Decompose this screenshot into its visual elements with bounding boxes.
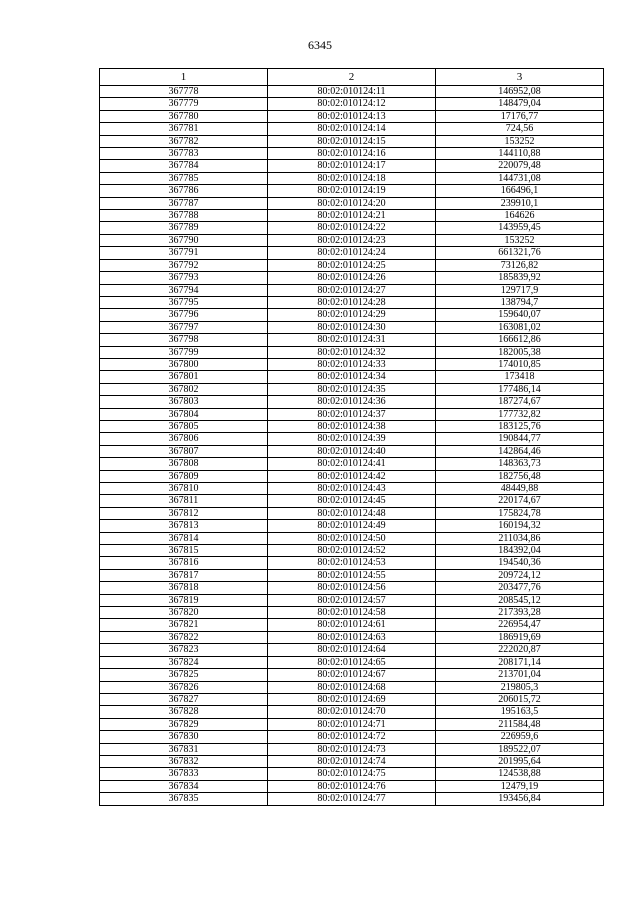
value-cell: 143959,45 xyxy=(436,222,604,234)
row-number-cell: 367835 xyxy=(100,793,268,805)
row-number-cell: 367808 xyxy=(100,458,268,470)
value-cell: 209724,12 xyxy=(436,569,604,581)
cadastral-number-cell: 80:02:010124:19 xyxy=(268,185,436,197)
row-number-cell: 367810 xyxy=(100,483,268,495)
table-row xyxy=(100,495,604,507)
row-number-cell: 367797 xyxy=(100,321,268,333)
value-cell: 174010,85 xyxy=(436,358,604,370)
table-row xyxy=(100,334,604,346)
row-number-cell: 367822 xyxy=(100,631,268,643)
value-cell: 208545,12 xyxy=(436,594,604,606)
table-row xyxy=(100,247,604,259)
row-number-cell: 367827 xyxy=(100,693,268,705)
value-cell: 219805,3 xyxy=(436,681,604,693)
table-row xyxy=(100,607,604,619)
cadastral-number-cell: 80:02:010124:30 xyxy=(268,321,436,333)
value-cell: 148363,73 xyxy=(436,458,604,470)
table-row xyxy=(100,706,604,718)
table-row xyxy=(100,780,604,792)
cadastral-number-cell: 80:02:010124:61 xyxy=(268,619,436,631)
table-row xyxy=(100,470,604,482)
value-cell: 208171,14 xyxy=(436,656,604,668)
row-number-cell: 367805 xyxy=(100,420,268,432)
value-cell: 173418 xyxy=(436,371,604,383)
data-table xyxy=(99,68,604,806)
cadastral-number-cell: 80:02:010124:69 xyxy=(268,693,436,705)
value-cell: 153252 xyxy=(436,234,604,246)
table-row xyxy=(100,396,604,408)
cadastral-number-cell: 80:02:010124:18 xyxy=(268,172,436,184)
cadastral-number-cell: 80:02:010124:23 xyxy=(268,234,436,246)
value-cell: 177486,14 xyxy=(436,383,604,395)
row-number-cell: 367806 xyxy=(100,433,268,445)
value-cell: 142864,46 xyxy=(436,445,604,457)
table-row xyxy=(100,321,604,333)
cadastral-number-cell: 80:02:010124:13 xyxy=(268,110,436,122)
row-number-cell: 367803 xyxy=(100,396,268,408)
value-cell: 182005,38 xyxy=(436,346,604,358)
cadastral-number-cell: 80:02:010124:41 xyxy=(268,458,436,470)
value-cell: 239910,1 xyxy=(436,197,604,209)
cadastral-number-cell: 80:02:010124:76 xyxy=(268,780,436,792)
value-cell: 184392,04 xyxy=(436,545,604,557)
cadastral-number-cell: 80:02:010124:55 xyxy=(268,569,436,581)
table-row xyxy=(100,731,604,743)
cadastral-number-cell: 80:02:010124:74 xyxy=(268,755,436,767)
cadastral-number-cell: 80:02:010124:14 xyxy=(268,123,436,135)
value-cell: 217393,28 xyxy=(436,607,604,619)
row-number-cell: 367792 xyxy=(100,259,268,271)
table-row xyxy=(100,557,604,569)
row-number-cell: 367778 xyxy=(100,86,268,98)
value-cell: 201995,64 xyxy=(436,755,604,767)
value-cell: 129717,9 xyxy=(436,284,604,296)
value-cell: 206015,72 xyxy=(436,693,604,705)
row-number-cell: 367784 xyxy=(100,160,268,172)
cadastral-number-cell: 80:02:010124:65 xyxy=(268,656,436,668)
row-number-cell: 367830 xyxy=(100,731,268,743)
row-number-cell: 367825 xyxy=(100,669,268,681)
row-number-cell: 367807 xyxy=(100,445,268,457)
page-number: 6345 xyxy=(308,38,332,52)
cadastral-number-cell: 80:02:010124:16 xyxy=(268,148,436,160)
row-number-cell: 367801 xyxy=(100,371,268,383)
value-cell: 220079,48 xyxy=(436,160,604,172)
cadastral-number-cell: 80:02:010124:52 xyxy=(268,545,436,557)
table-row xyxy=(100,185,604,197)
cadastral-number-cell: 80:02:010124:58 xyxy=(268,607,436,619)
table-row xyxy=(100,743,604,755)
value-cell: 164626 xyxy=(436,210,604,222)
cadastral-number-cell: 80:02:010124:26 xyxy=(268,272,436,284)
table-row xyxy=(100,420,604,432)
row-number-cell: 367812 xyxy=(100,507,268,519)
row-number-cell: 367831 xyxy=(100,743,268,755)
table-row xyxy=(100,160,604,172)
row-number-cell: 367834 xyxy=(100,780,268,792)
cadastral-number-cell: 80:02:010124:17 xyxy=(268,160,436,172)
value-cell: 160194,32 xyxy=(436,520,604,532)
table-row xyxy=(100,433,604,445)
row-number-cell: 367783 xyxy=(100,148,268,160)
value-cell: 12479,19 xyxy=(436,780,604,792)
row-number-cell: 367820 xyxy=(100,607,268,619)
table-row xyxy=(100,619,604,631)
cadastral-number-cell: 80:02:010124:38 xyxy=(268,420,436,432)
table-row xyxy=(100,644,604,656)
cadastral-number-cell: 80:02:010124:39 xyxy=(268,433,436,445)
value-cell: 211584,48 xyxy=(436,718,604,730)
value-cell: 17176,77 xyxy=(436,110,604,122)
value-cell: 213701,04 xyxy=(436,669,604,681)
cadastral-number-cell: 80:02:010124:37 xyxy=(268,408,436,420)
cadastral-number-cell: 80:02:010124:15 xyxy=(268,135,436,147)
row-number-cell: 367788 xyxy=(100,210,268,222)
value-cell: 226959,6 xyxy=(436,731,604,743)
cadastral-number-cell: 80:02:010124:53 xyxy=(268,557,436,569)
cadastral-number-cell: 80:02:010124:70 xyxy=(268,706,436,718)
value-cell: 124538,88 xyxy=(436,768,604,780)
cadastral-number-cell: 80:02:010124:33 xyxy=(268,358,436,370)
row-number-cell: 367795 xyxy=(100,296,268,308)
column-header-3: 3 xyxy=(436,69,604,86)
table-row xyxy=(100,669,604,681)
row-number-cell: 367786 xyxy=(100,185,268,197)
table-row xyxy=(100,656,604,668)
table-row xyxy=(100,693,604,705)
cadastral-number-cell: 80:02:010124:35 xyxy=(268,383,436,395)
value-cell: 144731,08 xyxy=(436,172,604,184)
cadastral-number-cell: 80:02:010124:68 xyxy=(268,681,436,693)
table-row xyxy=(100,98,604,110)
table-row xyxy=(100,408,604,420)
cadastral-number-cell: 80:02:010124:36 xyxy=(268,396,436,408)
row-number-cell: 367814 xyxy=(100,532,268,544)
value-cell: 175824,78 xyxy=(436,507,604,519)
table-row xyxy=(100,520,604,532)
value-cell: 211034,86 xyxy=(436,532,604,544)
value-cell: 193456,84 xyxy=(436,793,604,805)
column-header-2: 2 xyxy=(268,69,436,86)
value-cell: 159640,07 xyxy=(436,309,604,321)
row-number-cell: 367833 xyxy=(100,768,268,780)
table-row xyxy=(100,135,604,147)
row-number-cell: 367798 xyxy=(100,334,268,346)
cadastral-number-cell: 80:02:010124:67 xyxy=(268,669,436,681)
cadastral-number-cell: 80:02:010124:40 xyxy=(268,445,436,457)
value-cell: 166496,1 xyxy=(436,185,604,197)
cadastral-number-cell: 80:02:010124:25 xyxy=(268,259,436,271)
table-row xyxy=(100,569,604,581)
cadastral-number-cell: 80:02:010124:29 xyxy=(268,309,436,321)
cadastral-number-cell: 80:02:010124:11 xyxy=(268,86,436,98)
value-cell: 661321,76 xyxy=(436,247,604,259)
row-number-cell: 367817 xyxy=(100,569,268,581)
table-body xyxy=(100,86,604,806)
table-header xyxy=(100,69,604,86)
cadastral-number-cell: 80:02:010124:21 xyxy=(268,210,436,222)
cadastral-number-cell: 80:02:010124:72 xyxy=(268,731,436,743)
table-row xyxy=(100,197,604,209)
value-cell: 189522,07 xyxy=(436,743,604,755)
value-cell: 194540,36 xyxy=(436,557,604,569)
table-row xyxy=(100,458,604,470)
row-number-cell: 367779 xyxy=(100,98,268,110)
value-cell: 185839,92 xyxy=(436,272,604,284)
table-row xyxy=(100,582,604,594)
cadastral-number-cell: 80:02:010124:77 xyxy=(268,793,436,805)
table-row xyxy=(100,532,604,544)
cadastral-number-cell: 80:02:010124:73 xyxy=(268,743,436,755)
value-cell: 73126,82 xyxy=(436,259,604,271)
table-row xyxy=(100,793,604,805)
row-number-cell: 367821 xyxy=(100,619,268,631)
value-cell: 144110,88 xyxy=(436,148,604,160)
row-number-cell: 367787 xyxy=(100,197,268,209)
table-row xyxy=(100,681,604,693)
cadastral-number-cell: 80:02:010124:20 xyxy=(268,197,436,209)
cadastral-number-cell: 80:02:010124:43 xyxy=(268,483,436,495)
cadastral-number-cell: 80:02:010124:57 xyxy=(268,594,436,606)
row-number-cell: 367794 xyxy=(100,284,268,296)
cadastral-number-cell: 80:02:010124:64 xyxy=(268,644,436,656)
value-cell: 187274,67 xyxy=(436,396,604,408)
row-number-cell: 367829 xyxy=(100,718,268,730)
row-number-cell: 367823 xyxy=(100,644,268,656)
table-row xyxy=(100,259,604,271)
table-row xyxy=(100,296,604,308)
row-number-cell: 367828 xyxy=(100,706,268,718)
value-cell: 724,56 xyxy=(436,123,604,135)
row-number-cell: 367791 xyxy=(100,247,268,259)
row-number-cell: 367789 xyxy=(100,222,268,234)
table-row xyxy=(100,718,604,730)
cadastral-number-cell: 80:02:010124:75 xyxy=(268,768,436,780)
value-cell: 226954,47 xyxy=(436,619,604,631)
table-row xyxy=(100,123,604,135)
value-cell: 146952,08 xyxy=(436,86,604,98)
table-row xyxy=(100,272,604,284)
cadastral-number-cell: 80:02:010124:24 xyxy=(268,247,436,259)
table-row xyxy=(100,346,604,358)
row-number-cell: 367816 xyxy=(100,557,268,569)
cadastral-number-cell: 80:02:010124:28 xyxy=(268,296,436,308)
cadastral-number-cell: 80:02:010124:27 xyxy=(268,284,436,296)
cadastral-number-cell: 80:02:010124:32 xyxy=(268,346,436,358)
value-cell: 222020,87 xyxy=(436,644,604,656)
cadastral-number-cell: 80:02:010124:42 xyxy=(268,470,436,482)
value-cell: 203477,76 xyxy=(436,582,604,594)
cadastral-number-cell: 80:02:010124:22 xyxy=(268,222,436,234)
value-cell: 183125,76 xyxy=(436,420,604,432)
value-cell: 153252 xyxy=(436,135,604,147)
row-number-cell: 367824 xyxy=(100,656,268,668)
row-number-cell: 367802 xyxy=(100,383,268,395)
table-row xyxy=(100,284,604,296)
row-number-cell: 367799 xyxy=(100,346,268,358)
value-cell: 190844,77 xyxy=(436,433,604,445)
row-number-cell: 367800 xyxy=(100,358,268,370)
cadastral-number-cell: 80:02:010124:49 xyxy=(268,520,436,532)
value-cell: 166612,86 xyxy=(436,334,604,346)
table-row xyxy=(100,110,604,122)
column-header-1: 1 xyxy=(100,69,268,86)
row-number-cell: 367815 xyxy=(100,545,268,557)
row-number-cell: 367782 xyxy=(100,135,268,147)
row-number-cell: 367809 xyxy=(100,470,268,482)
value-cell: 48449,88 xyxy=(436,483,604,495)
table-row xyxy=(100,86,604,98)
header-row xyxy=(100,69,604,86)
value-cell: 148479,04 xyxy=(436,98,604,110)
cadastral-number-cell: 80:02:010124:63 xyxy=(268,631,436,643)
table-row xyxy=(100,148,604,160)
row-number-cell: 367804 xyxy=(100,408,268,420)
cadastral-number-cell: 80:02:010124:45 xyxy=(268,495,436,507)
table-row xyxy=(100,445,604,457)
row-number-cell: 367780 xyxy=(100,110,268,122)
table-row xyxy=(100,222,604,234)
table-row xyxy=(100,755,604,767)
table-row xyxy=(100,594,604,606)
value-cell: 163081,02 xyxy=(436,321,604,333)
table-row xyxy=(100,507,604,519)
cadastral-number-cell: 80:02:010124:71 xyxy=(268,718,436,730)
value-cell: 195163,5 xyxy=(436,706,604,718)
row-number-cell: 367813 xyxy=(100,520,268,532)
row-number-cell: 367796 xyxy=(100,309,268,321)
value-cell: 186919,69 xyxy=(436,631,604,643)
table-row xyxy=(100,210,604,222)
value-cell: 220174,67 xyxy=(436,495,604,507)
row-number-cell: 367832 xyxy=(100,755,268,767)
table-row xyxy=(100,309,604,321)
table-row xyxy=(100,631,604,643)
cadastral-number-cell: 80:02:010124:48 xyxy=(268,507,436,519)
cadastral-number-cell: 80:02:010124:12 xyxy=(268,98,436,110)
row-number-cell: 367790 xyxy=(100,234,268,246)
row-number-cell: 367811 xyxy=(100,495,268,507)
table-row xyxy=(100,768,604,780)
table-row xyxy=(100,545,604,557)
row-number-cell: 367781 xyxy=(100,123,268,135)
table-row xyxy=(100,383,604,395)
cadastral-number-cell: 80:02:010124:50 xyxy=(268,532,436,544)
value-cell: 138794,7 xyxy=(436,296,604,308)
table-row xyxy=(100,371,604,383)
row-number-cell: 367793 xyxy=(100,272,268,284)
table-row xyxy=(100,483,604,495)
table-row xyxy=(100,358,604,370)
cadastral-number-cell: 80:02:010124:34 xyxy=(268,371,436,383)
row-number-cell: 367826 xyxy=(100,681,268,693)
table-row xyxy=(100,234,604,246)
cadastral-number-cell: 80:02:010124:56 xyxy=(268,582,436,594)
row-number-cell: 367785 xyxy=(100,172,268,184)
value-cell: 182756,48 xyxy=(436,470,604,482)
row-number-cell: 367819 xyxy=(100,594,268,606)
value-cell: 177732,82 xyxy=(436,408,604,420)
row-number-cell: 367818 xyxy=(100,582,268,594)
cadastral-number-cell: 80:02:010124:31 xyxy=(268,334,436,346)
table-row xyxy=(100,172,604,184)
